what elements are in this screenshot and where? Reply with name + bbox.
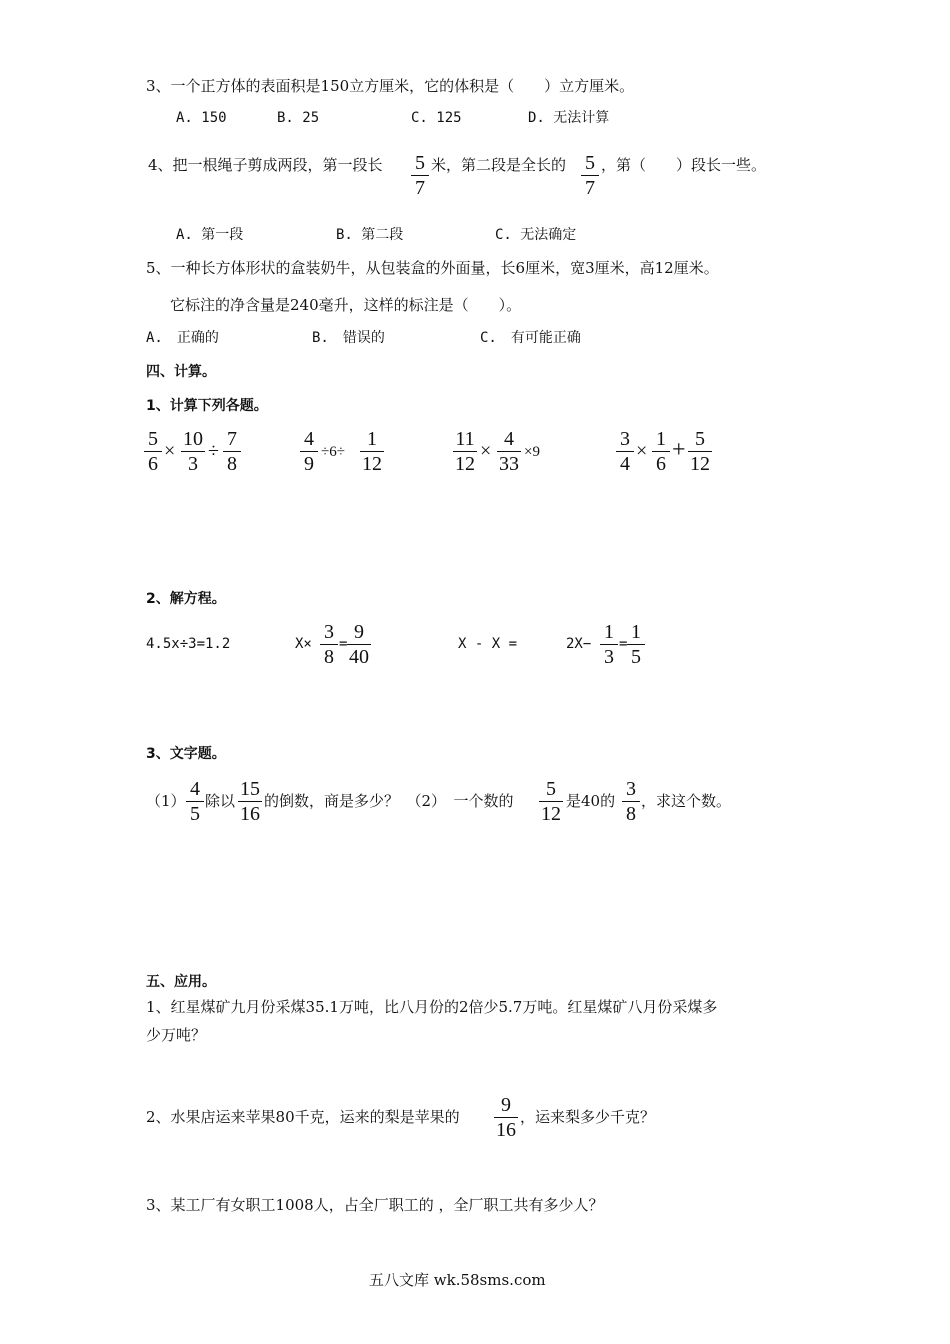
q4-option-a: A. 第一段 [176, 227, 244, 243]
q4-fraction-1: 5 7 [411, 152, 429, 199]
equation-1: 4.5x÷3=1.2 [146, 636, 231, 652]
q5-line-2: 它标注的净含量是240毫升，这样的标注是（ ）。 [170, 296, 522, 314]
q3-option-d: D. 无法计算 [528, 110, 610, 126]
equation-4-fraction-2: 1 5 [627, 621, 645, 668]
q4-fraction-2: 5 7 [581, 152, 599, 199]
q5-option-a: A. 正确的 [146, 330, 219, 346]
q3-text: 3、一个正方体的表面积是150立方厘米，它的体积是（ ）立方厘米。 [146, 77, 635, 95]
word-fraction-3: 5 12 [541, 778, 561, 825]
equation-4-left: 2X− [566, 636, 592, 652]
section-5-title: 五、应用。 [146, 974, 216, 990]
equation-2-fraction-2: 9 40 [349, 621, 369, 668]
equation-4-equals: = [619, 636, 628, 652]
equation-2-left: X× [295, 636, 312, 652]
footer-watermark: 五八文库 wk.58sms.com [369, 1271, 546, 1289]
word-fraction-1: 4 5 [186, 778, 204, 825]
equation-4-fraction-1: 1 3 [600, 621, 618, 668]
calc-4-fraction-1: 3 4 [616, 428, 634, 475]
q5-option-c: C. 有可能正确 [480, 330, 581, 346]
calc-3-operator-2: ×9 [524, 444, 540, 460]
q4-option-b: B. 第二段 [336, 227, 404, 243]
calc-4-fraction-2: 1 6 [652, 428, 670, 475]
calc-3-operator-1: × [480, 440, 492, 462]
word-text-2: 的倒数，商是多少？ （2） 一个数的 [264, 792, 514, 810]
word-text-1: 除以 [205, 792, 236, 810]
equation-2-equals: = [339, 636, 348, 652]
calc-2-fraction-2: 1 12 [362, 428, 382, 475]
word-text-3: 是40的 [566, 792, 616, 810]
calc-4-operator-2: + [672, 437, 686, 463]
q4-text-3: ，第（ ）段长一些。 [601, 156, 767, 174]
app-2-text-1: 2、水果店运来苹果80千克，运来的梨是苹果的 [146, 1108, 460, 1126]
app-1-line-1: 1、红星煤矿九月份采煤35.1万吨，比八月份的2倍少5.7万吨。红星煤矿八月份采煤多 [146, 998, 718, 1016]
q4-option-c: C. 无法确定 [495, 227, 577, 243]
section-4-sub-3: 3、文字题。 [146, 746, 226, 762]
calc-1-operator-2: ÷ [208, 440, 219, 462]
calc-2-operator-1: ÷6÷ [321, 444, 345, 460]
equation-3: X - X = [458, 636, 518, 652]
q3-option-c: C. 125 [411, 110, 462, 126]
word-text-4: ，求这个数。 [641, 792, 732, 810]
app-2-text-2: ，运来梨多少千克？ [520, 1108, 656, 1126]
q5-option-b: B. 错误的 [312, 330, 385, 346]
calc-3-fraction-2: 4 33 [499, 428, 519, 475]
calc-4-fraction-3: 5 12 [690, 428, 710, 475]
calc-3-fraction-1: 11 12 [455, 428, 475, 475]
app-3-text: 3、某工厂有女职工1008人，占全厂职工的 ，全厂职工共有多少人？ [146, 1196, 604, 1214]
section-4-sub-2: 2、解方程。 [146, 591, 226, 607]
section-4-sub-1: 1、计算下列各题。 [146, 398, 268, 414]
app-1-line-2: 少万吨？ [146, 1026, 207, 1044]
calc-1-operator-1: × [164, 440, 176, 462]
calc-1-fraction-3: 7 8 [223, 428, 241, 475]
q5-line-1: 5、一种长方体形状的盒装奶牛，从包装盒的外面量，长6厘米，宽3厘米，高12厘米。 [146, 259, 719, 277]
app-2-fraction: 9 16 [496, 1094, 516, 1141]
q3-option-b: B. 25 [277, 110, 320, 126]
word-fraction-4: 3 8 [622, 778, 640, 825]
calc-4-operator-1: × [636, 440, 648, 462]
equation-2-fraction-1: 3 8 [320, 621, 338, 668]
section-4-title: 四、计算。 [146, 364, 216, 380]
q4-text-2: 米，第二段是全长的 [431, 156, 567, 174]
q4-text-1: 4、把一根绳子剪成两段，第一段长 [148, 156, 383, 174]
calc-1-fraction-1: 5 6 [144, 428, 162, 475]
q3-option-a: A. 150 [176, 110, 227, 126]
word-fraction-2: 15 16 [240, 778, 260, 825]
calc-2-fraction-1: 4 9 [300, 428, 318, 475]
word-problem-label-1: （1） [146, 792, 186, 810]
calc-1-fraction-2: 10 3 [183, 428, 203, 475]
